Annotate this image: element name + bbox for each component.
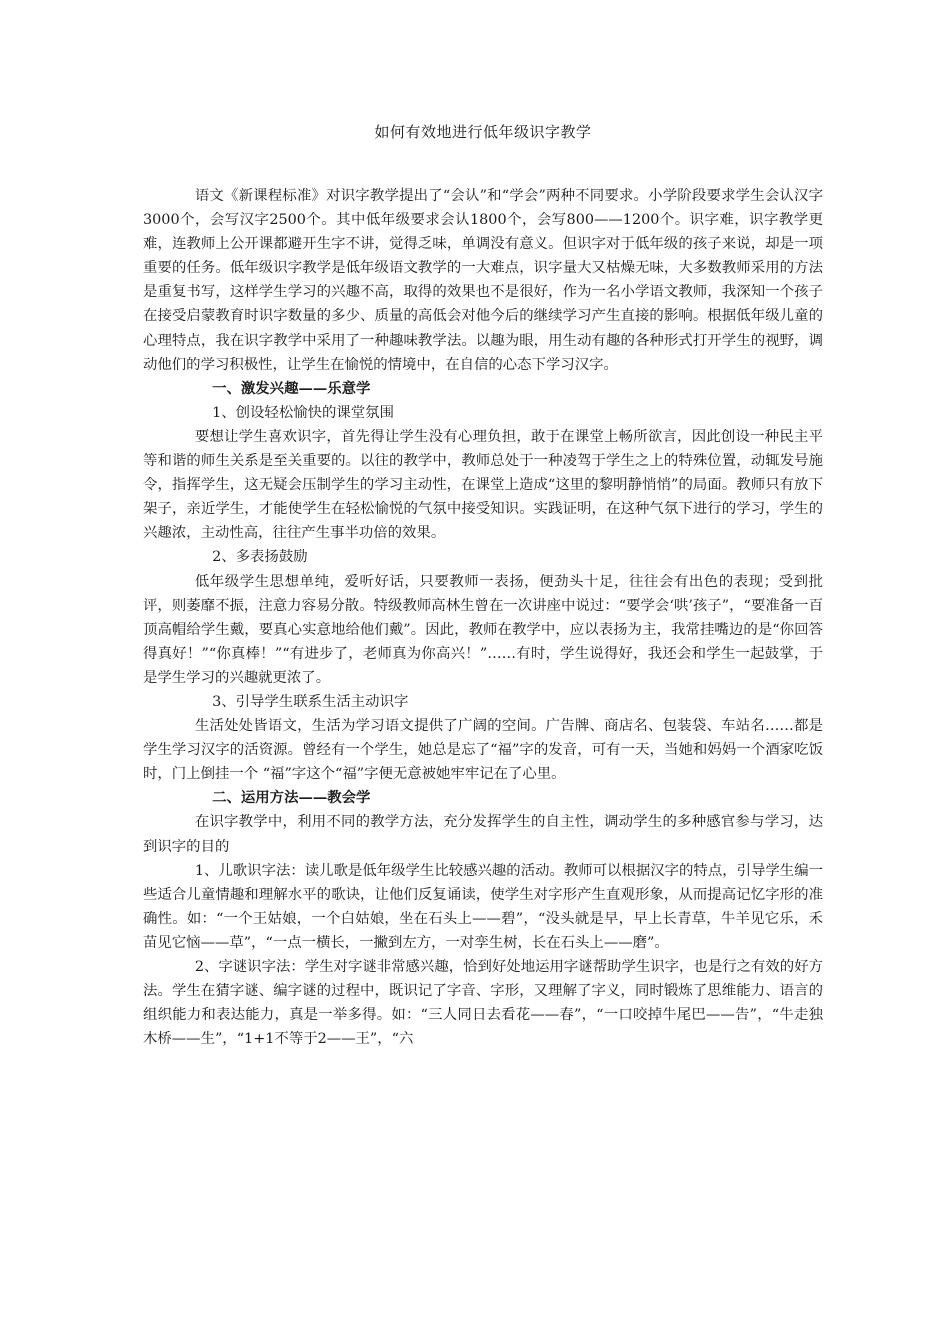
document-title: 如何有效地进行低年级识字教学 <box>374 123 592 141</box>
document-page <box>143 120 823 1051</box>
section-2-intro-paragraph: 在识字教学中，利用不同的教学方法，充分发挥学生的自主性，调动学生的多种感官参与学习，达到识字的目的 <box>143 814 823 855</box>
intro-paragraph: 语文《新课程标准》对识字教学提出了“会认”和“学会”两种不同要求。小学阶段要求学生会认汉字3000个，会写汉字2500个。其中低年级要求会认1800个，会写800——1200个。识字难，识字教学更难，连教师上公开课都避开生字不讲，觉得乏味，单调没有意义。但识字对于低年级的孩子来说，却是一项重要的任务。低年级识字教学是低年级语文教学的一大难点，识字量大又枯燥无味，大多数教师采用的方法是重复书写，这样学生学习的兴趣不高，取得的效果也不是很好，作为一名小学语文教师，我深知一个孩子在接受启蒙教育时识字数量的多少、质量的高低会对他今后的继续学习产生直接的影响。根据低年级儿童的心理特点，我在识字教学中采用了一种趣味教学法。以趣为眼，用生动有趣的各种形式打开学生的视野，调动他们的学习积极性，让学生在愉悦的情境中，在自信的心态下学习汉字。 <box>143 188 823 373</box>
section-1-subheading-2: 2、多表扬鼓励 <box>212 549 308 566</box>
section-1-heading: 一、激发兴趣——乐意学 <box>212 379 371 397</box>
section-2-paragraph-1: 1、儿歌识字法：读儿歌是低年级学生比较感兴趣的活动。教师可以根据汉字的特点，引导学生编一些适合儿童情趣和理解水平的歌诀，让他们反复诵读，使学生对字形产生直观形象，从而提高记忆字形的准确性。如：“一个王姑娘，一个白姑娘，坐在石头上——碧”，“没头就是早，早上长青草，牛羊见它乐，禾苗见它恼——草”，“一点一横长，一撇到左方，一对孪生树，长在石头上——磨”。 <box>143 862 823 951</box>
section-2-paragraph-2: 2、字谜识字法：学生对字谜非常感兴趣，恰到好处地运用字谜帮助学生识字，也是行之有效的好方法。学生在猜字谜、编字谜的过程中，既识记了字音、字形，又理解了字义，同时锻炼了思维能力、语言的组织能力和表达能力，真是一举多得。如：“三人同日去看花——春”，“一口咬掉牛尾巴——告”，“牛走独木桥——生”，“1+1不等于2——王”，“六 <box>143 959 823 1048</box>
section-1-paragraph-3: 生活处处皆语文，生活为学习语文提供了广阔的空间。广告牌、商店名、包装袋、车站名……都是学生学习汉字的活资源。曾经有一个学生，她总是忘了“福”字的发音，可有一天，当她和妈妈一个酒家吃饭时，门上倒挂一个 “福”字这个“福”字便无意被她牢牢记在了心里。 <box>143 718 823 783</box>
section-1-subheading-1: 1、创设轻松愉快的课堂氛围 <box>212 404 394 421</box>
section-1-paragraph-2: 低年级学生思想单纯，爱听好话，只要教师一表扬，便劲头十足，往往会有出色的表现；受到批评，则萎靡不振，注意力容易分散。特级教师高林生曾在一次讲座中说过：“要学会‘哄’孩子”，“要准备一百顶高帽给学生戴，要真心实意地给他们戴”。因此，教师在教学中，应以表扬为主，我常挂嘴边的是“你回答得真好！”“你真棒！”“有进步了，老师真为你高兴！”……有时，学生说得好，我还会和学生一起鼓掌，于是学生学习的兴趣就更浓了。 <box>143 573 823 686</box>
section-1-subheading-3: 3、引导学生联系生活主动识字 <box>212 693 409 710</box>
section-1-paragraph-1: 要想让学生喜欢识字，首先得让学生没有心理负担，敢于在课堂上畅所欲言，因此创设一种民主平等和谐的师生关系是至关重要的。以往的教学中，教师总处于一种凌驾于学生之上的特殊位置，动辄发号施令，指挥学生，这无疑会压制学生的学习主动性，在课堂上造成“这里的黎明静悄悄”的局面。教师只有放下架子，亲近学生，才能使学生在轻松愉悦的气氛中接受知识。实践证明，在这种气氛下进行的学习，学生的兴趣浓，主动性高，往往产生事半功倍的效果。 <box>143 428 823 542</box>
section-2-heading: 二、运用方法——教会学 <box>212 789 371 807</box>
